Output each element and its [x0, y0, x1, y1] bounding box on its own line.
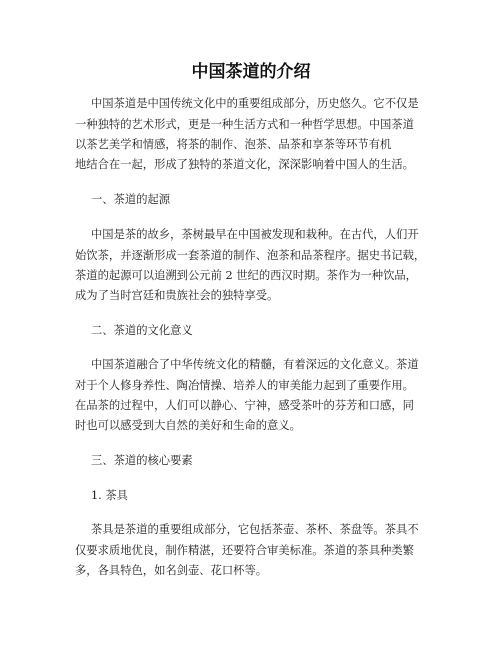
section-heading-origin: 一、茶道的起源 — [91, 193, 171, 206]
section2-line-2: 对于个人修身养性、陶冶情操、培养人的审美能力起到了重要作用。 — [75, 379, 414, 392]
section2-line-1: 中国茶道融合了中华传统文化的精髓，有着深远的文化意义。茶道 — [91, 358, 419, 371]
intro-line-2: 一种独特的艺术形式，更是一种生活方式和一种哲学思想。中国茶道 — [75, 118, 414, 131]
intro-line-3: 以茶艺美学和情感，将茶的制作、泡茶、品茶和享茶等环节有机 — [75, 138, 392, 151]
section2-line-4: 时也可以感受到大自然的美好和生命的意义。 — [75, 419, 301, 432]
document-title: 中国茶道的介绍 — [191, 62, 311, 82]
subsection-heading-tea-set: 1. 茶具 — [91, 489, 128, 502]
intro-line-1: 中国茶道是中国传统文化中的重要组成部分，历史悠久。它不仅是 — [91, 97, 419, 110]
section3-line-2: 仅要求质地优良，制作精湛，还要符合审美标准。茶道的茶具种类繁 — [75, 544, 414, 557]
section3-line-1: 茶具是茶道的重要组成部分，它包括茶壶、茶杯、茶盘等。茶具不 — [91, 523, 419, 536]
section1-line-4: 成为了当时宫廷和贵族社会的独特享受。 — [75, 289, 279, 302]
section3-line-3: 多，各具特色，如名剑壶、花口杯等。 — [75, 564, 268, 577]
section2-line-3: 在品茶的过程中，人们可以静心、宁神，感受茶叶的芬芳和口感，同 — [75, 399, 414, 412]
section-heading-core-elements: 三、茶道的核心要素 — [91, 454, 193, 467]
section1-line-3: 茶道的起源可以追溯到公元前 2 世纪的西汉时期。茶作为一种饮品， — [75, 269, 417, 282]
section1-line-2: 始饮茶，并逐渐形成一套茶道的制作、泡茶和品茶程序。据史书记载， — [75, 249, 426, 262]
section1-line-1: 中国是茶的故乡，茶树最早在中国被发现和栽种。在古代，人们开 — [91, 228, 419, 241]
intro-line-4: 地结合在一起，形成了独特的茶道文化，深深影响着中国人的生活。 — [75, 158, 414, 171]
section-heading-culture: 二、茶道的文化意义 — [91, 324, 193, 337]
